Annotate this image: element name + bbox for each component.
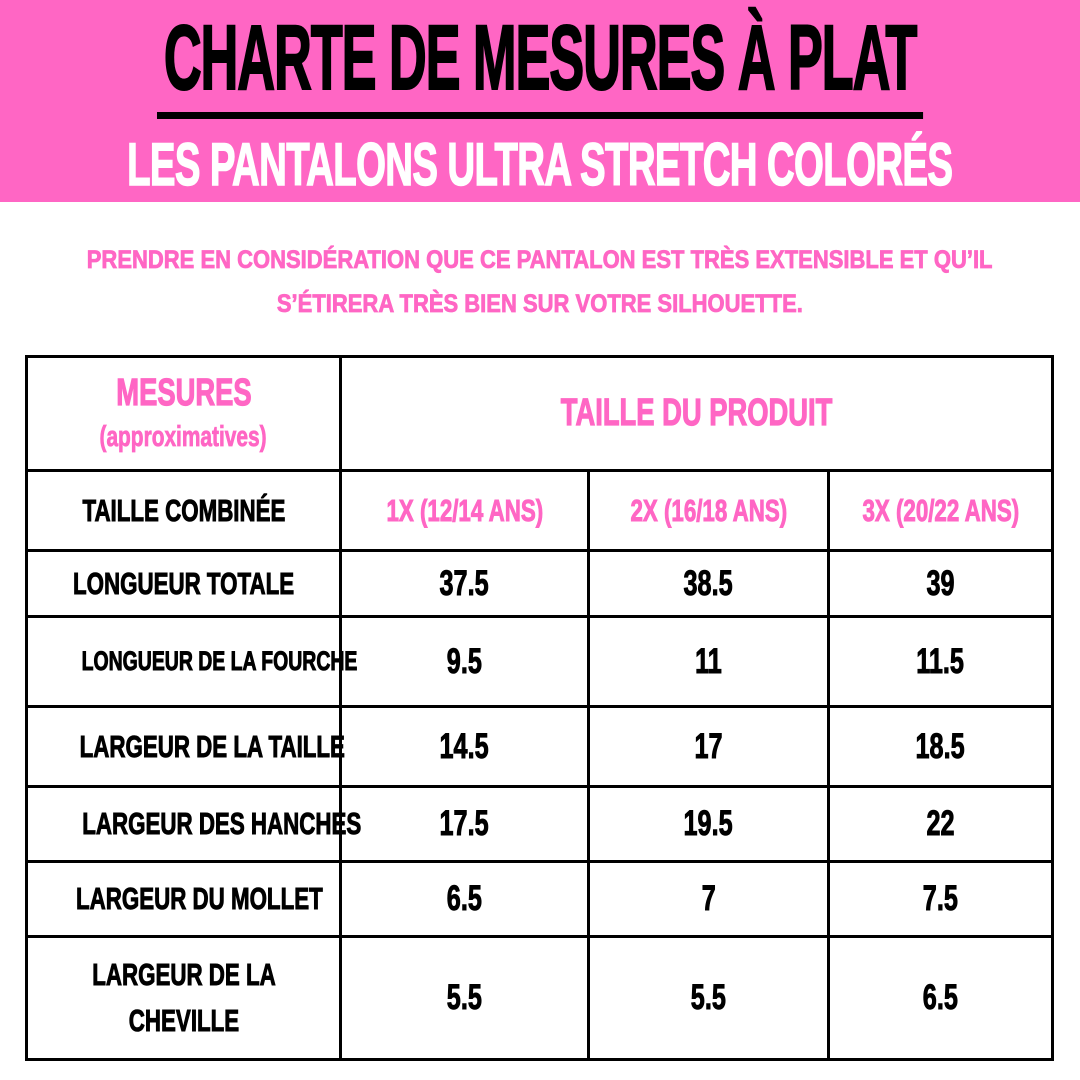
header-banner [0, 0, 1080, 202]
value: 5.5 [446, 978, 483, 1017]
value-cell [341, 862, 589, 937]
page-subtitle-row [0, 119, 1080, 198]
value-cell [341, 617, 589, 707]
measures-header-subline [28, 422, 339, 454]
page-subtitle: LES PANTALONS ULTRA STRETCH COLORÉS [127, 130, 953, 198]
value: 18.5 [915, 726, 966, 766]
stretch-note [0, 240, 1080, 328]
row-label-cell [27, 862, 341, 937]
product-size-header-label: TAILLE DU PRODUIT [560, 391, 833, 434]
size-3x-label: 3X (20/22 ANS) [862, 492, 1019, 528]
table-row-longueur-fourche [27, 617, 1053, 707]
row-label: LONGUEUR DE LA FOURCHE [81, 646, 358, 676]
measurements-table [25, 355, 1054, 1061]
size-1x-label: 1X (12/14 ANS) [386, 492, 543, 528]
value-cell [589, 787, 829, 862]
measures-header-cell [27, 357, 341, 471]
table-row-largeur-mollet [27, 862, 1053, 937]
value: 11 [695, 641, 722, 681]
value-cell [341, 707, 589, 787]
value: 7 [701, 879, 716, 918]
table-row-largeur-hanches [27, 787, 1053, 862]
table-row-largeur-cheville [27, 937, 1053, 1060]
row-label-cell [27, 707, 345, 787]
value-cell [589, 937, 829, 1060]
size-row [27, 471, 1053, 551]
value: 14.5 [439, 726, 490, 766]
value: 19.5 [683, 804, 734, 843]
value: 9.5 [446, 641, 483, 681]
value-cell [589, 862, 829, 937]
page-title: CHARTE DE MESURES À PLAT [157, 12, 923, 119]
value: 7.5 [922, 879, 959, 918]
value-cell [589, 707, 829, 787]
size-1x-cell [341, 471, 589, 551]
value-cell [829, 707, 1053, 787]
value-cell [589, 617, 829, 707]
combined-size-label-cell [27, 471, 341, 551]
row-label-cell [27, 787, 362, 862]
value-cell [829, 551, 1053, 617]
size-2x-label: 2X (16/18 ANS) [630, 492, 787, 528]
value-cell [341, 937, 589, 1060]
row-label: LARGEUR DE LA CHEVILLE [91, 956, 276, 1038]
value: 38.5 [683, 563, 734, 603]
row-label: LONGUEUR TOTALE [72, 565, 295, 601]
row-label-cell [27, 937, 341, 1060]
value: 22 [926, 804, 955, 843]
value-cell [829, 862, 1053, 937]
stretch-note-text-1: PRENDRE EN CONSIDÉRATION QUE CE PANTALON EST TRÈS EXTENSIBLE ET QU’IL [87, 246, 993, 274]
value: 5.5 [690, 978, 727, 1017]
row-label-cell [27, 551, 341, 617]
value: 6.5 [446, 879, 483, 918]
stretch-note-line-1 [0, 240, 1080, 284]
measures-header-sublabel: (approximatives) [99, 420, 268, 453]
value-cell [341, 551, 589, 617]
value-cell [341, 787, 589, 862]
page-title-row [0, 6, 1080, 119]
value-cell [829, 787, 1053, 862]
stretch-note-text-2: S’ÉTIRERA TRÈS BIEN SUR VOTRE SILHOUETTE. [276, 290, 804, 318]
row-label: LARGEUR DU MOLLET [75, 881, 323, 916]
table-row-largeur-taille [27, 707, 1053, 787]
value: 39 [926, 563, 955, 603]
table-header-row [27, 357, 1053, 471]
measures-header-line [28, 373, 339, 415]
value-cell [829, 937, 1053, 1060]
value-cell [829, 617, 1053, 707]
value-cell [589, 551, 829, 617]
value: 17 [694, 726, 723, 766]
row-label: LARGEUR DE LA TAILLE [79, 728, 345, 764]
value: 17.5 [439, 804, 490, 843]
table-row-longueur-totale [27, 551, 1053, 617]
size-2x-cell [589, 471, 829, 551]
value: 37.5 [439, 563, 490, 603]
combined-size-label: TAILLE COMBINÉE [82, 492, 285, 528]
measures-header-label: MESURES [115, 372, 252, 415]
value: 6.5 [922, 978, 959, 1017]
row-label-cell [27, 617, 358, 707]
size-3x-cell [829, 471, 1053, 551]
stretch-note-line-2 [0, 284, 1080, 328]
value: 11.5 [916, 641, 965, 681]
row-label: LARGEUR DES HANCHES [82, 806, 362, 841]
product-size-header-cell [341, 357, 1053, 471]
